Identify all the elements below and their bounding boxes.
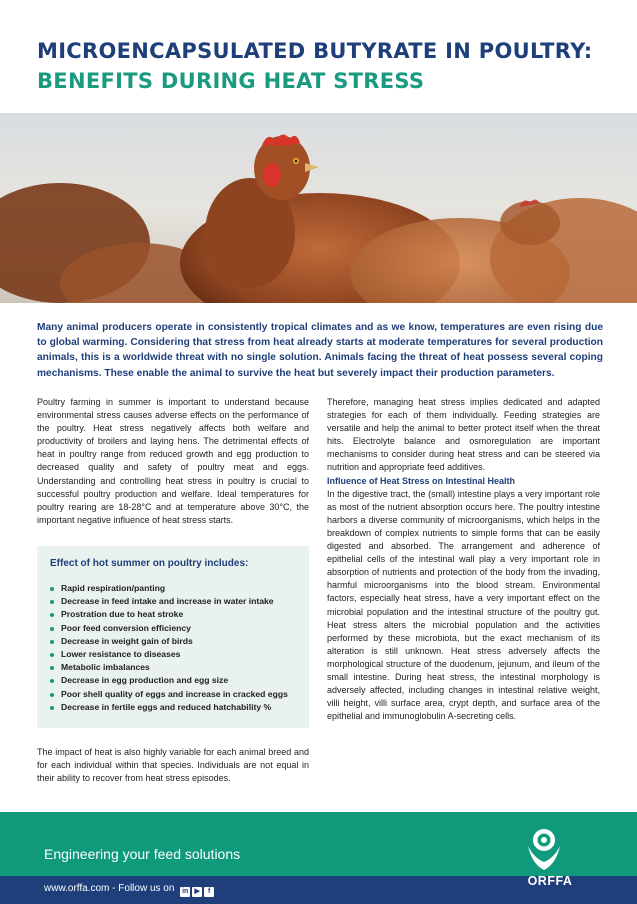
list-item: Prostration due to heat stroke	[49, 608, 288, 621]
orffa-logo-icon	[524, 826, 564, 872]
list-item: Metabolic imbalances	[49, 661, 288, 674]
list-item: Decrease in feed intake and increase in water intake	[49, 595, 288, 608]
brand-name: ORFFA	[527, 874, 573, 888]
list-item: Poor feed conversion efficiency	[49, 622, 288, 635]
heat-stress-paragraph: Poultry farming in summer is important to understand because environmental stress causes adverse effects on the performance of the poultry. Heat stress negatively affects both welfare and productivity of broilers and laying hens. The detrimental effects of heat in poultry range from reduced growth and egg production to decreased quality and safety of poultry meat and eggs. Understanding and controlling heat stress in poultry is crucial to successful poultry production and welfare. Ideal temperatures for poultry rearing are 18-28°C and at temperature above 30°C, the important negative influence of heat stress starts.	[37, 397, 309, 525]
hero-chicken-image	[0, 113, 637, 303]
strategy-paragraph: Therefore, managing heat stress implies dedicated and adapted strategies for each of them individually. Feeding strategies are versatile and help the animal to better protect itself when the threat hits. Electrolyte balance and osmoregulation are important mechanisms to consider during heat stress and can be steered via nutrition and appropriate feed additives.	[327, 397, 600, 473]
effects-box	[37, 546, 309, 728]
intro-paragraph: Many animal producers operate in consistently tropical climates and as we know, temperatures are even rising due to global warming. Considering that stress from heat already starts at moderate temperatures for several production animals, this is a worldwide threat with no single solution. Animals facing the threat of heat possess several coping mechanisms. These enable the animal to survive the heat but severely impact their production parameters.	[37, 322, 603, 379]
list-item: Poor shell quality of eggs and increase in cracked eggs	[49, 688, 288, 701]
list-item: Decrease in egg production and egg size	[49, 674, 288, 687]
title-line-2: BENEFITS DURING HEAT STRESS	[37, 69, 425, 93]
left-column	[37, 396, 309, 527]
linkedin-icon[interactable]: in	[182, 888, 189, 895]
effects-box-title: Effect of hot summer on poultry includes:	[50, 558, 249, 569]
website-link[interactable]	[44, 883, 216, 897]
impact-paragraph: The impact of heat is also highly variable for each animal breed and for each individual within that species. Individuals are not equal in their ability to recover from heat stress episodes.	[37, 747, 309, 784]
youtube-icon[interactable]: ▶	[192, 887, 202, 897]
list-item: Decrease in fertile eggs and reduced hatchability %	[49, 701, 288, 714]
list-item: Decrease in weight gain of birds	[49, 635, 288, 648]
website-link-text: www.orffa.com - Follow us on	[44, 883, 175, 894]
intestinal-health-heading: Influence of Heat Stress on Intestinal Health	[327, 475, 516, 486]
tagline: Engineering your feed solutions	[44, 846, 241, 862]
list-item: Rapid respiration/panting	[49, 582, 288, 595]
document-title	[37, 36, 617, 96]
right-column	[327, 396, 600, 723]
social-icons	[180, 885, 216, 897]
list-item: Lower resistance to diseases	[49, 648, 288, 661]
intestinal-health-paragraph: In the digestive tract, the (small) intestine plays a very important role as most of the nutrient absorption occurs here. The poultry intestine harbors a diverse community of microorganisms, which helps in the breakdown of complex nutrients to simple forms that can be easily digested and absorbed. The arrangement and adherence of epithelial cells of the intestinal wall play a very important role in absorption of nutrients and protection of the body from the invading, harmful microorganisms into the blood stream. Environmental factors, especially heat stress, have a very important effect on the microbial population and the intestinal structure of the poultry gut. Heat stress alters the microbial population and the activities performed by these microbiota, but the exact mechanism of its alteration is still unknown. Heat stress adversely affects the morphological structure of the duodenum, jejunum, and ileum of the small intestine. During heat stress, the intestinal morphology is adversely affected, including changes in intestinal relative weight, villi height, villi surface area, crypt depth, and surface area of the epithelial and immunoglobulin A-secreting cells.	[327, 488, 600, 722]
facebook-icon[interactable]: f	[204, 887, 214, 897]
effects-list	[49, 582, 288, 714]
title-line-1: MICROENCAPSULATED BUTYRATE IN POULTRY:	[37, 39, 593, 63]
